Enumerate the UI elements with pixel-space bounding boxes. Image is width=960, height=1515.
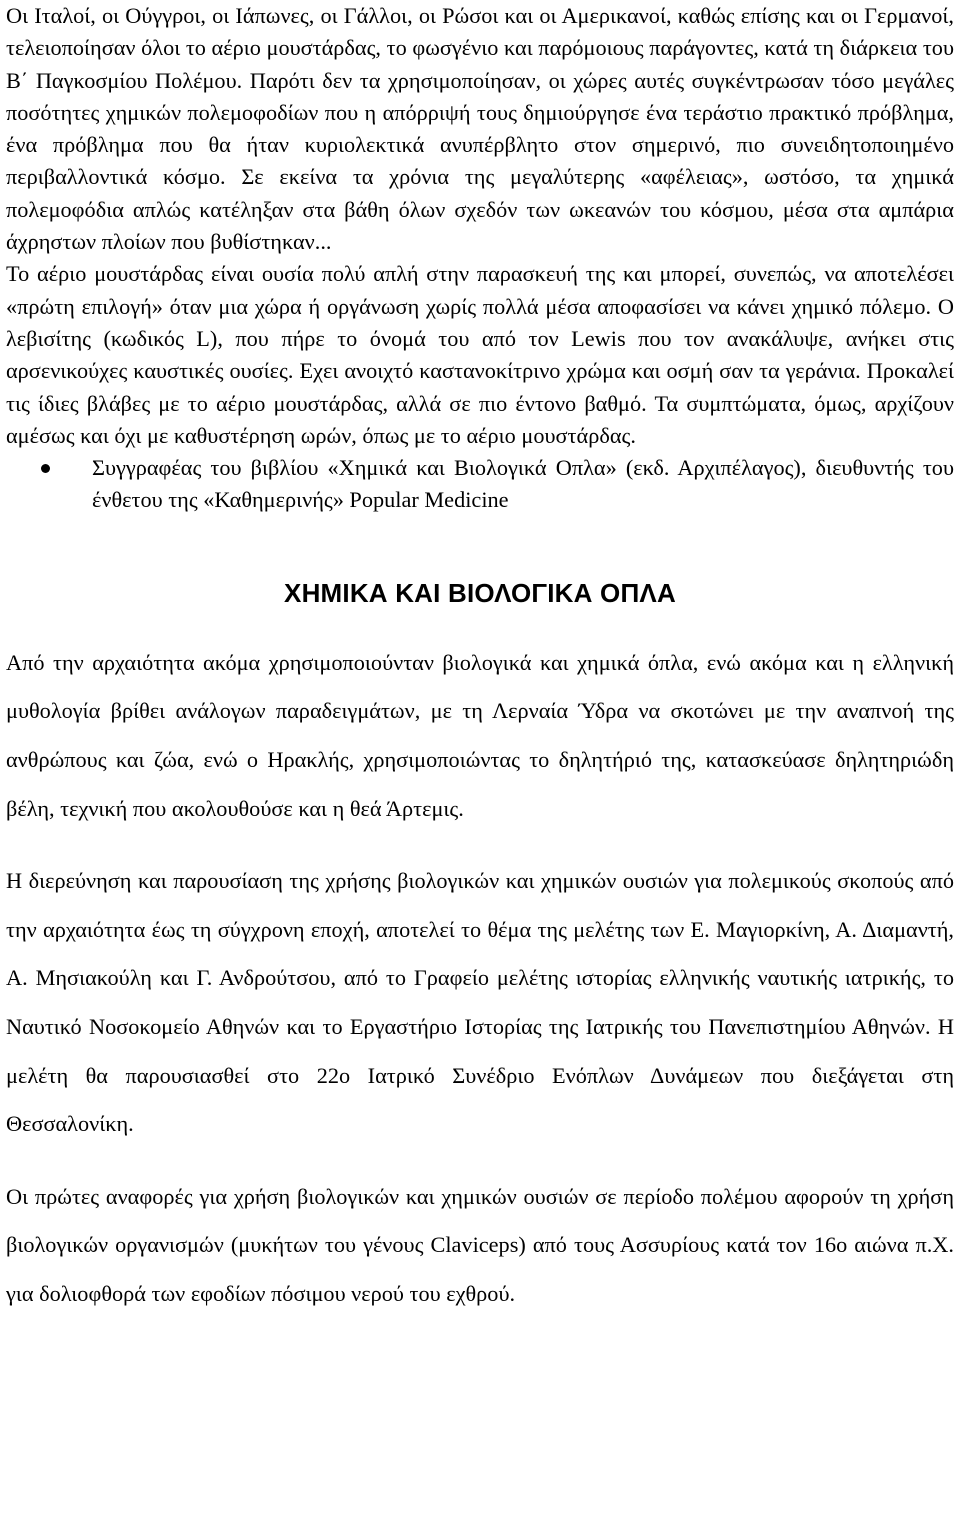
paragraph-spacer (6, 833, 954, 857)
section-heading: ΧΗΜΙΚΑ ΚΑΙ ΒΙΟΛΟΓΙΚΑ ΟΠΛΑ (284, 577, 676, 608)
paragraph-spacer (6, 1149, 954, 1173)
author-note-text: Συγγραφέας του βιβλίου «Χημικά και Βιολογικά Οπλα» (εκδ. Αρχιπέλαγος), διευθυντής του ένθετου της «Καθημερινής» Popular Medicine (92, 455, 954, 513)
antiquity-paragraph: Από την αρχαιότητα ακόμα χρησιμοποιούνταν βιολογικά και χημικά όπλα, ενώ ακόμα και η ελληνική μυθολογία βρίθει ανάλογων παραδειγμάτων, με τη Λερναία Ύδρα να σκοτώνει με την αναπνοή της ανθρώπους και ζώα, ενώ ο Ηρακλής, χρησιμοποιώντας το δηλητήριό της, κατασκεύασε δηλητηριώδη βέλη, τεχνική που ακολουθούσε και η θεά Άρτεμις. (6, 649, 954, 821)
intro-paragraph: Οι Ιταλοί, οι Ούγγροι, οι Ιάπωνες, οι Γάλλοι, οι Ρώσοι και οι Αμερικανοί, καθώς επίσης και οι Γερμανοί, τελειοποίησαν όλοι το αέριο μουστάρδας, το φωσγένιο και παρόμοιους παράγοντες, κατά τη διάρκεια του Β΄ Παγκοσμίου Πολέμου. Παρότι δεν τα χρησιμοποίησαν, οι χώρες αυτές συγκέντρωσαν τόσο μεγάλες ποσότητες χημικών πολεμοφοδίων που η απόρριψή τους δημιούργησε ένα τεράστιο πρακτικό πρόβλημα, ένα πρόβλημα που θα ήταν κυριολεκτικά ανυπέρβλητο στον σημερινό, πιο συνειδητοποιημένο περιβαλλοντικά κόσμο. Σε εκείνα τα χρόνια της μεγαλύτερης «αφέλειας», ωστόσο, τα χημικά πολεμοφόδια απλώς κατέληξαν στα βάθη όλων σχεδόν των ωκεανών του κόσμου, μέσα στα αμπάρια άχρηστων πλοίων που βυθίστηκαν... (6, 3, 954, 255)
mustard-gas-paragraph: Το αέριο μουστάρδας είναι ουσία πολύ απλή στην παρασκευή της και μπορεί, συνεπώς, να αποτελέσει «πρώτη επιλογή» όταν μια χώρα ή οργάνωση χωρίς πολλά μέσα αποφασίσει να κάνει χημικό πόλεμο. Ο λεβισίτης (κωδικός L), που πήρε το όνομά του από τον Lewis που τον ανακάλυψε, ανήκει στις αρσενικούχες καυστικές ουσίες. Εχει ανοιχτό καστανοκίτρινο χρώμα και οσμή σαν τα γεράνια. Προκαλεί τις ίδιες βλάβες με το αέριο μουστάρδας, αλλά σε πιο έντονο βαθμό. Τα συμπτώματα, όμως, αρχίζουν αμέσως και όχι με καθυστέρηση ωρών, όπως με το αέριο μουστάρδας. (6, 261, 954, 448)
author-note-list-item (6, 452, 954, 517)
first-references-paragraph: Οι πρώτες αναφορές για χρήση βιολογικών και χημικών ουσιών σε περίοδο πολέμου αφορούν τη χρήση βιολογικών οργανισμών (μυκήτων του γένους Claviceps) από τους Ασσυρίους κατά τον 16ο αιώνα π.Χ. για δολιοφθορά των εφοδίων πόσιμου νερού του εχθρού. (6, 1183, 954, 1306)
document-page (6, 0, 954, 1318)
study-paragraph: Η διερεύνηση και παρουσίαση της χρήσης βιολογικών και χημικών ουσιών για πολεμικούς σκοπούς από την αρχαιότητα έως τη σύγχρονη εποχή, αποτελεί το θέμα της μελέτης των Ε. Μαγιορκίνη, Α. Διαμαντή, Α. Μησιακούλη και Γ. Ανδρούτσου, από το Γραφείο μελέτης ιστορίας ελληνικής ναυτικής ιατρικής, το Ναυτικό Νοσοκομείο Αθηνών και το Εργαστήριο Ιστορίας της Ιατρικής του Πανεπιστημίου Αθηνών. Η μελέτη θα παρουσιασθεί στο 22ο Ιατρικό Συνέδριο Ενόπλων Δυνάμεων που διεξάγεται στη Θεσσαλονίκη. (6, 868, 954, 1137)
bullet-icon (6, 452, 92, 484)
